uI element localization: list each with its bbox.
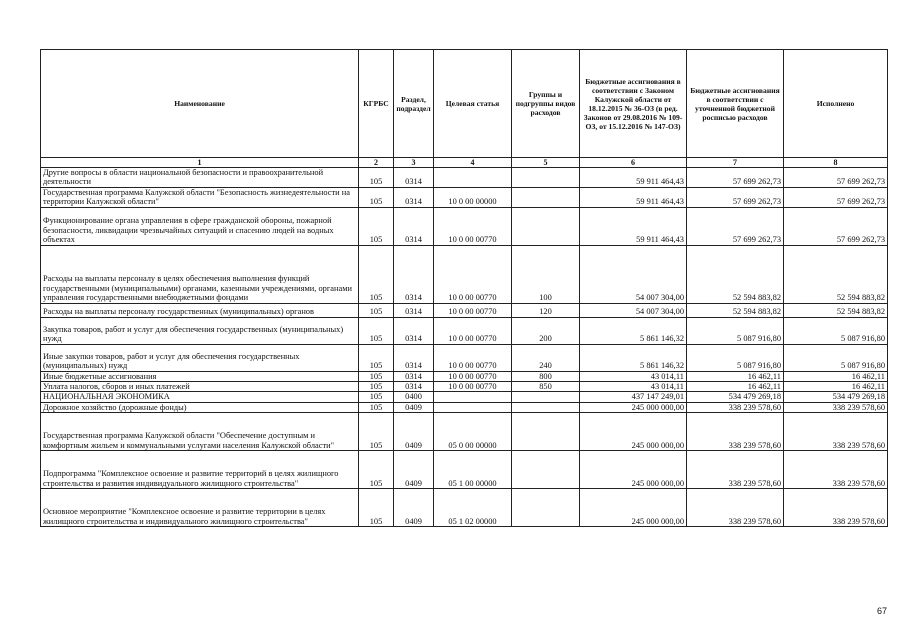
row-group — [512, 451, 580, 489]
table-row — [41, 344, 888, 371]
row-law: 54 007 304,00 — [580, 303, 687, 317]
row-kgrbs: 105 — [359, 317, 394, 344]
row-section: 0409 — [394, 489, 434, 527]
row-kgrbs: 105 — [359, 303, 394, 317]
row-kgrbs: 105 — [359, 451, 394, 489]
row-kgrbs: 105 — [359, 168, 394, 188]
table-row — [41, 371, 888, 381]
row-updated: 338 239 578,60 — [687, 402, 784, 412]
row-group: 200 — [512, 317, 580, 344]
row-kgrbs: 105 — [359, 245, 394, 303]
row-group: 240 — [512, 344, 580, 371]
row-law: 54 007 304,00 — [580, 245, 687, 303]
row-law: 437 147 249,01 — [580, 392, 687, 402]
row-group — [512, 168, 580, 188]
row-kgrbs: 105 — [359, 413, 394, 451]
row-name: Иные закупки товаров, работ и услуг для обеспечения государственных (муниципальных) нужд — [41, 344, 359, 371]
column-number: 5 — [512, 158, 580, 168]
row-name: Иные бюджетные ассигнования — [41, 371, 359, 381]
row-name: Другие вопросы в области национальной безопасности и правоохранительной деятельности — [41, 168, 359, 188]
row-executed: 534 479 269,18 — [784, 392, 888, 402]
row-name: НАЦИОНАЛЬНАЯ ЭКОНОМИКА — [41, 392, 359, 402]
row-group: 120 — [512, 303, 580, 317]
row-updated: 52 594 883,82 — [687, 303, 784, 317]
row-law: 59 911 464,43 — [580, 207, 687, 245]
row-updated: 16 462,11 — [687, 371, 784, 381]
row-target: 10 0 00 00000 — [434, 187, 512, 207]
row-law: 245 000 000,00 — [580, 451, 687, 489]
column-number: 4 — [434, 158, 512, 168]
row-name: Основное мероприятие "Комплексное освоение и развитие территории в целях жилищного строительства и индивидуального жилищного строительства" — [41, 489, 359, 527]
row-updated: 5 087 916,80 — [687, 344, 784, 371]
table-row — [41, 168, 888, 188]
row-group: 850 — [512, 382, 580, 392]
row-law: 245 000 000,00 — [580, 413, 687, 451]
row-section: 0314 — [394, 344, 434, 371]
row-target — [434, 168, 512, 188]
row-executed: 16 462,11 — [784, 382, 888, 392]
row-kgrbs: 105 — [359, 187, 394, 207]
row-group: 100 — [512, 245, 580, 303]
row-group — [512, 402, 580, 412]
header-target: Целевая статья — [434, 50, 512, 158]
row-updated: 57 699 262,73 — [687, 207, 784, 245]
row-section: 0409 — [394, 413, 434, 451]
header-law-assignments: Бюджетные ассигнования в соответствии с Законом Калужской области от 18.12.2015 № 36-ОЗ (в ред. Законов от 29.08.2016 № 109-ОЗ, от 15.12.2016 № 147-ОЗ) — [580, 50, 687, 158]
row-target: 10 0 00 00770 — [434, 207, 512, 245]
table-header-row — [41, 50, 888, 158]
row-updated: 52 594 883,82 — [687, 245, 784, 303]
row-kgrbs: 105 — [359, 344, 394, 371]
row-group — [512, 413, 580, 451]
table-row — [41, 382, 888, 392]
row-law: 43 014,11 — [580, 371, 687, 381]
table-row — [41, 413, 888, 451]
row-target — [434, 392, 512, 402]
column-number-row — [41, 158, 888, 168]
row-section: 0314 — [394, 245, 434, 303]
row-section: 0314 — [394, 303, 434, 317]
row-name: Расходы на выплаты персоналу государственных (муниципальных) органов — [41, 303, 359, 317]
row-section: 0409 — [394, 451, 434, 489]
row-kgrbs: 105 — [359, 207, 394, 245]
row-law: 5 861 146,32 — [580, 317, 687, 344]
row-group — [512, 392, 580, 402]
column-number: 8 — [784, 158, 888, 168]
row-updated: 338 239 578,60 — [687, 451, 784, 489]
row-updated: 534 479 269,18 — [687, 392, 784, 402]
row-kgrbs: 105 — [359, 392, 394, 402]
row-target: 10 0 00 00770 — [434, 303, 512, 317]
row-section: 0314 — [394, 382, 434, 392]
row-executed: 52 594 883,82 — [784, 245, 888, 303]
row-target: 10 0 00 00770 — [434, 371, 512, 381]
row-name: Подпрограмма "Комплексное освоение и развитие территорий в целях жилищного строительства и развития индивидуального жилищного строительства" — [41, 451, 359, 489]
column-number: 2 — [359, 158, 394, 168]
row-law: 59 911 464,43 — [580, 187, 687, 207]
table-row — [41, 402, 888, 412]
row-target: 05 0 00 00000 — [434, 413, 512, 451]
row-kgrbs: 105 — [359, 371, 394, 381]
row-name: Расходы на выплаты персоналу в целях обеспечения выполнения функций государственными (муниципальными) органами, казенными учреждениями, органами управления государственными внебюджетными фондами — [41, 245, 359, 303]
row-target: 10 0 00 00770 — [434, 382, 512, 392]
row-law: 59 911 464,43 — [580, 168, 687, 188]
header-kgrbs: КГРБС — [359, 50, 394, 158]
page-number: 67 — [876, 606, 887, 616]
row-executed: 16 462,11 — [784, 371, 888, 381]
column-number: 3 — [394, 158, 434, 168]
column-number: 1 — [41, 158, 359, 168]
row-updated: 57 699 262,73 — [687, 168, 784, 188]
row-group — [512, 187, 580, 207]
row-group: 800 — [512, 371, 580, 381]
table-row — [41, 187, 888, 207]
row-executed: 5 087 916,80 — [784, 344, 888, 371]
row-executed: 338 239 578,60 — [784, 451, 888, 489]
table-row — [41, 207, 888, 245]
row-section: 0314 — [394, 317, 434, 344]
row-executed: 57 699 262,73 — [784, 187, 888, 207]
row-executed: 52 594 883,82 — [784, 303, 888, 317]
row-law: 43 014,11 — [580, 382, 687, 392]
row-target: 10 0 00 00770 — [434, 245, 512, 303]
row-target: 05 1 00 00000 — [434, 451, 512, 489]
row-name: Функционирование органа управления в сфере гражданской обороны, пожарной безопасности, ликвидации чрезвычайных ситуаций и спасению людей на водных объектах — [41, 207, 359, 245]
row-executed: 338 239 578,60 — [784, 413, 888, 451]
row-target: 05 1 02 00000 — [434, 489, 512, 527]
table-row — [41, 245, 888, 303]
header-updated-assignments: Бюджетные ассигнования в соответствии с уточненной бюджетной росписью расходов — [687, 50, 784, 158]
column-number: 6 — [580, 158, 687, 168]
table-row — [41, 392, 888, 402]
row-section: 0409 — [394, 402, 434, 412]
table-row — [41, 317, 888, 344]
budget-table — [40, 49, 888, 527]
budget-document — [40, 49, 887, 527]
row-group — [512, 489, 580, 527]
row-kgrbs: 105 — [359, 402, 394, 412]
row-executed: 338 239 578,60 — [784, 402, 888, 412]
row-name: Государственная программа Калужской области "Обеспечение доступным и комфортным жильем и коммунальными услугами населения Калужской области" — [41, 413, 359, 451]
header-groups: Группы и подгруппы видов расходов — [512, 50, 580, 158]
row-section: 0400 — [394, 392, 434, 402]
row-law: 5 861 146,32 — [580, 344, 687, 371]
row-kgrbs: 105 — [359, 489, 394, 527]
row-executed: 5 087 916,80 — [784, 317, 888, 344]
header-executed: Исполнено — [784, 50, 888, 158]
header-name: Наименование — [41, 50, 359, 158]
row-law: 245 000 000,00 — [580, 402, 687, 412]
table-row — [41, 489, 888, 527]
row-section: 0314 — [394, 371, 434, 381]
row-group — [512, 207, 580, 245]
row-name: Дорожное хозяйство (дорожные фонды) — [41, 402, 359, 412]
table-row — [41, 451, 888, 489]
row-name: Закупка товаров, работ и услуг для обеспечения государственных (муниципальных) нужд — [41, 317, 359, 344]
row-executed: 338 239 578,60 — [784, 489, 888, 527]
row-updated: 16 462,11 — [687, 382, 784, 392]
row-name: Уплата налогов, сборов и иных платежей — [41, 382, 359, 392]
column-number: 7 — [687, 158, 784, 168]
row-updated: 57 699 262,73 — [687, 187, 784, 207]
row-section: 0314 — [394, 207, 434, 245]
row-target: 10 0 00 00770 — [434, 344, 512, 371]
row-target: 10 0 00 00770 — [434, 317, 512, 344]
row-executed: 57 699 262,73 — [784, 168, 888, 188]
row-updated: 338 239 578,60 — [687, 413, 784, 451]
row-kgrbs: 105 — [359, 382, 394, 392]
row-updated: 338 239 578,60 — [687, 489, 784, 527]
row-name: Государственная программа Калужской области "Безопасность жизнедеятельности на территории Калужской области" — [41, 187, 359, 207]
row-executed: 57 699 262,73 — [784, 207, 888, 245]
row-target — [434, 402, 512, 412]
row-section: 0314 — [394, 168, 434, 188]
row-law: 245 000 000,00 — [580, 489, 687, 527]
table-row — [41, 303, 888, 317]
row-section: 0314 — [394, 187, 434, 207]
row-updated: 5 087 916,80 — [687, 317, 784, 344]
header-section: Раздел, подраздел — [394, 50, 434, 158]
